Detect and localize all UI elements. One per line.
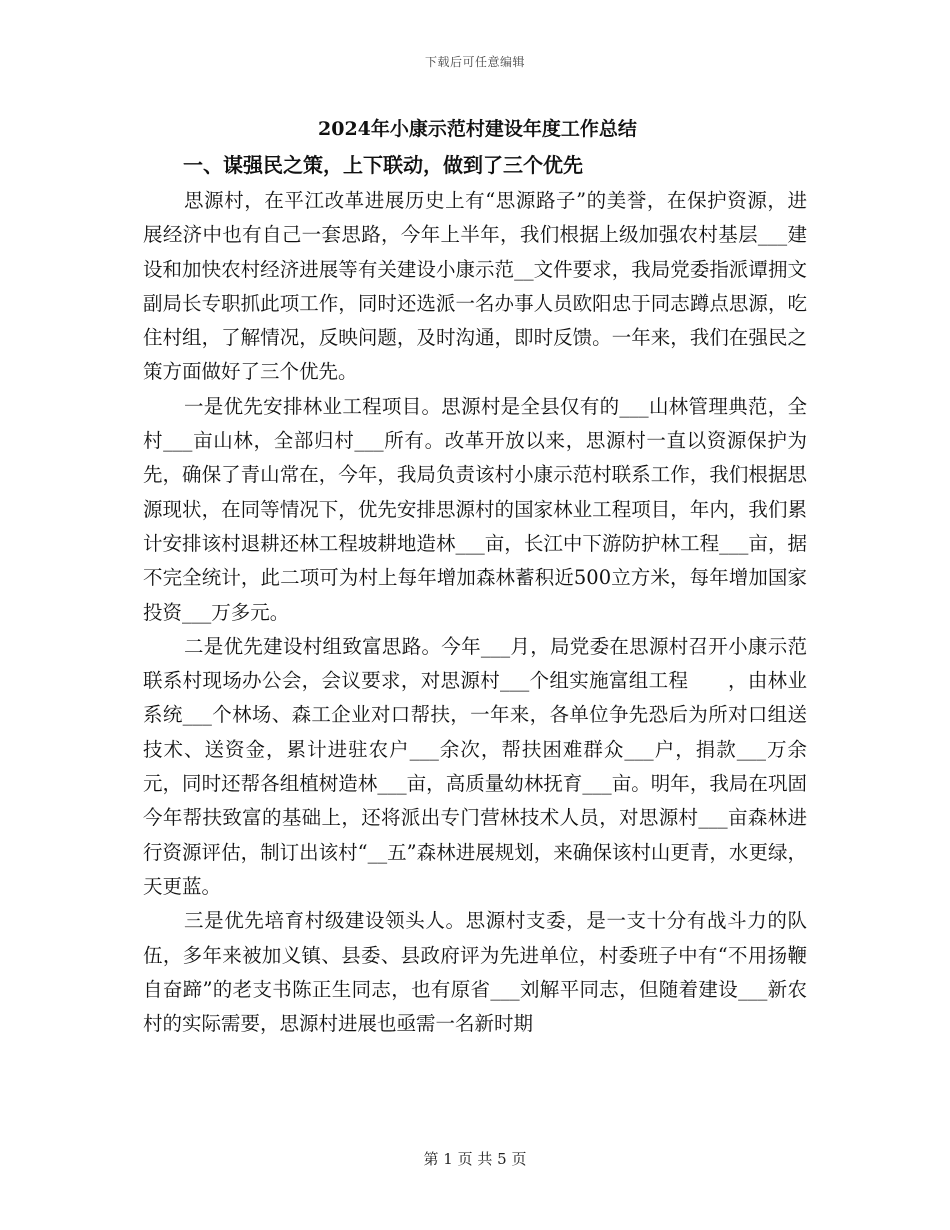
- page-number: 第 1 页 共 5 页: [423, 1150, 527, 1168]
- document-body: [143, 112, 807, 1041]
- paragraph-priority-1: 一是优先安排林业工程项目。思源村是全县仅有的___山林管理典范，全村___亩山林，全部归村___所有。改革开放以来，思源村一直以资源保护为先，确保了青山常在，今年，我局负责该村小康示范村联系工作，我们根据思源现状，在同等情况下，优先安排思源村的国家林业工程项目，年内，我们累计安排该村退耕还林工程坡耕地造林___亩，长江中下游防护林工程___亩，据不完全统计，此二项可为村上每年增加森林蓄积近500立方米，每年增加国家投资___万多元。: [143, 394, 807, 624]
- paragraph-intro: 思源村，在平江改革进展历史上有“思源路子”的美誉，在保护资源，进展经济中也有自己一套思路，今年上半年，我们根据上级加强农村基层___建设和加快农村经济进展等有关建设小康示范__文件要求，我局党委指派谭拥文副局长专职抓此项工作，同时还选派一名办事人员欧阳忠于同志蹲点思源，吃住村组，了解情况，反映问题，及时沟通，即时反馈。一年来，我们在强民之策方面做好了三个优先。: [143, 189, 807, 384]
- page-header-note: 下载后可任意编辑: [424, 55, 525, 69]
- section-heading: 一、谋强民之策，上下联动，做到了三个优先: [183, 153, 583, 177]
- document-title: 2024年小康示范村建设年度工作总结: [318, 118, 637, 140]
- paragraph-priority-2: 二是优先建设村组致富思路。今年___月，局党委在思源村召开小康示范联系村现场办公会，会议要求，对思源村___个组实施富组工程 ，由林业系统___个林场、森工企业对口帮扶，一年来，各单位争先恐后为所对口组送技术、送资金，累计进驻农户___余次，帮扶困难群众___户，捐款___万余元，同时还帮各组植树造林___亩，高质量幼林抚育___亩。明年，我局在巩固今年帮扶致富的基础上，还将派出专门营林技术人员，对思源村___亩森林进行资源评估，制订出该村“__五”森林进展规划，来确保该村山更青，水更绿，天更蓝。: [143, 634, 807, 898]
- paragraph-priority-3: 三是优先培育村级建设领头人。思源村支委，是一支十分有战斗力的队伍，多年来被加义镇、县委、县政府评为先进单位，村委班子中有“不用扬鞭自奋蹄”的老支书陈正生同志，也有原省___刘解平同志，但随着建设___新农村的实际需要，思源村进展也亟需一名新时期: [143, 909, 807, 1036]
